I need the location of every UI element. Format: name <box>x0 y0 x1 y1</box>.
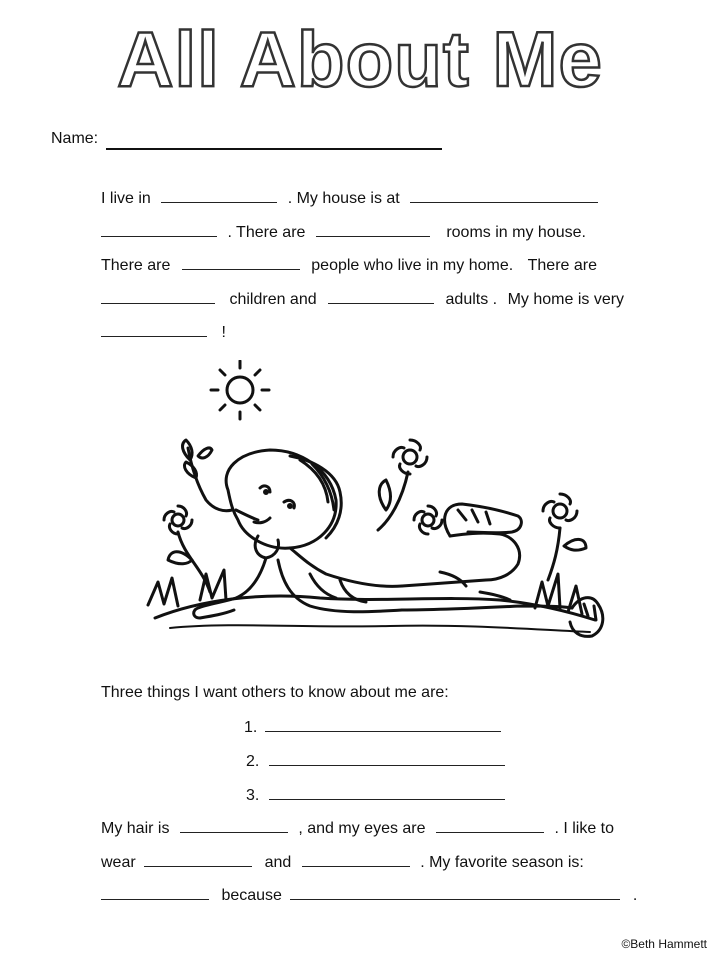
pref-text: and <box>264 853 292 871</box>
home-text: ! <box>221 324 226 341</box>
name-label: Name: <box>51 130 99 147</box>
home-text: There are <box>527 257 597 274</box>
pref-text: My hair is <box>101 820 170 837</box>
sun-icon <box>211 361 269 419</box>
list-heading: Three things I want others to know about me are: <box>101 684 449 701</box>
home-text: My home is very <box>507 290 625 308</box>
adults-blank[interactable] <box>328 289 434 304</box>
children-blank[interactable] <box>101 289 215 304</box>
home-text: children and <box>229 290 317 308</box>
home-line-3 <box>101 249 661 283</box>
list-number: 3. <box>246 787 260 804</box>
pref-text: . <box>632 887 638 904</box>
pref-line-1 <box>101 812 661 846</box>
hair-blank[interactable] <box>180 818 288 833</box>
pref-text: because <box>221 887 282 904</box>
list-item-3 <box>246 785 505 805</box>
boy-figure <box>194 450 603 636</box>
address-blank-2[interactable] <box>101 222 217 237</box>
home-text: . My house is at <box>287 190 400 207</box>
home-line-5 <box>101 316 661 350</box>
preferences-paragraph <box>101 812 661 913</box>
copyright: ©Beth Hammett <box>621 937 707 951</box>
flower-center-right-icon <box>414 506 442 534</box>
pref-line-2 <box>101 846 661 880</box>
flower-right-icon <box>543 494 586 580</box>
name-input-line[interactable] <box>106 148 442 150</box>
list-item-1 <box>244 717 501 737</box>
rooms-blank[interactable] <box>316 222 430 237</box>
list-number: 1. <box>244 719 258 736</box>
list-number: 2. <box>246 753 260 770</box>
list-answer-2-blank[interactable] <box>269 751 505 766</box>
home-text: adults . <box>445 290 498 308</box>
home-text: rooms in my house. <box>446 223 586 241</box>
home-line-1 <box>101 182 661 216</box>
flower-center-icon <box>378 440 427 530</box>
list-item-2 <box>246 751 505 771</box>
because-blank[interactable] <box>290 885 620 900</box>
wear-blank-2[interactable] <box>302 852 410 867</box>
home-adjective-blank[interactable] <box>101 322 207 337</box>
list-answer-1-blank[interactable] <box>265 717 501 732</box>
pref-text: . My favorite season is: <box>420 853 584 871</box>
pref-line-3 <box>101 879 661 913</box>
pref-text: , and my eyes are <box>298 820 426 837</box>
pref-text: wear <box>101 853 136 871</box>
home-line-4 <box>101 283 661 317</box>
home-text: I live in <box>101 190 151 207</box>
people-blank[interactable] <box>182 255 300 270</box>
pref-text: . I like to <box>554 820 615 837</box>
grass-ground <box>148 570 595 632</box>
home-line-2 <box>101 216 661 250</box>
home-paragraph <box>101 182 661 350</box>
page-title: All About Me <box>117 15 603 103</box>
list-answer-3-blank[interactable] <box>269 785 505 800</box>
eyes-blank[interactable] <box>436 818 544 833</box>
home-text: There are <box>101 257 171 274</box>
wear-blank-1[interactable] <box>144 852 252 867</box>
address-blank[interactable] <box>410 188 598 203</box>
flower-stem-top-left-icon <box>183 440 232 511</box>
boy-in-grass-illustration <box>140 360 610 665</box>
home-text: people who live in my home. <box>311 257 514 274</box>
home-text: . There are <box>227 223 306 241</box>
season-blank[interactable] <box>101 885 209 900</box>
city-blank[interactable] <box>161 188 277 203</box>
